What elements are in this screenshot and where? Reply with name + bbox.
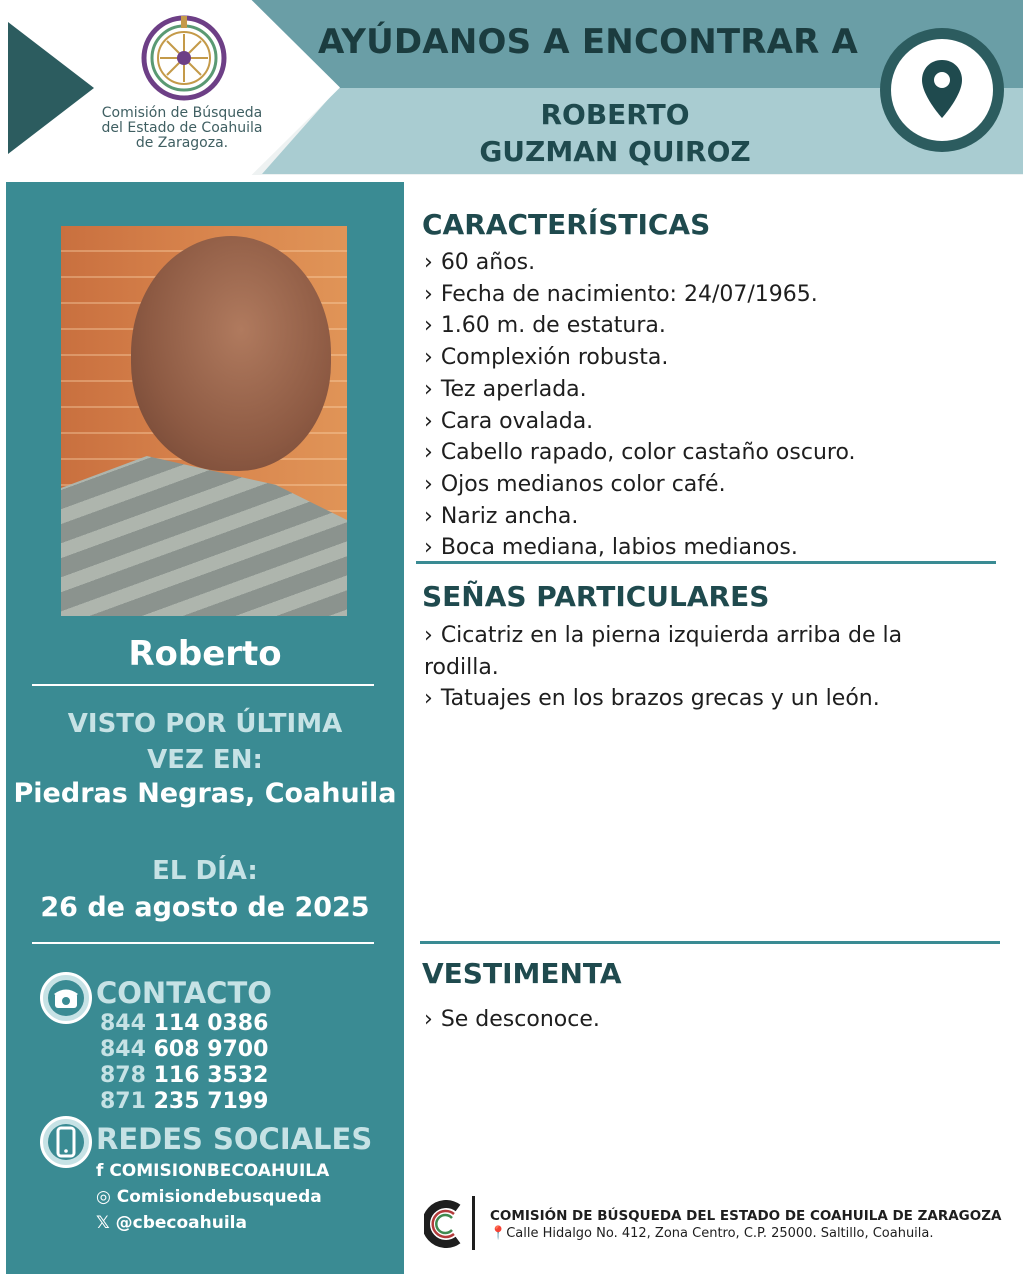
organization-name: [82, 106, 282, 151]
missing-person-full-name: [440, 96, 790, 170]
x-icon: 𝕏: [96, 1213, 110, 1233]
location-pin-icon: [920, 58, 964, 122]
full-name-line2: GUZMAN QUIROZ: [479, 135, 751, 168]
instagram-icon: ◎: [96, 1187, 111, 1207]
commission-c-logo: [424, 1200, 464, 1248]
list-item: › Cabello rapado, color castaño oscuro.: [424, 440, 856, 466]
commission-seal-logo: [140, 14, 228, 102]
section-divider: [416, 561, 996, 564]
phone-number[interactable]: 844 608 9700: [100, 1037, 269, 1062]
facebook-link[interactable]: f COMISIONBECOAHUILA: [96, 1161, 330, 1181]
footer-org-name: COMISIÓN DE BÚSQUEDA DEL ESTADO DE COAHUILA DE ZARAGOZA: [490, 1208, 1002, 1224]
last-seen-place: Piedras Negras, Coahuila: [13, 778, 397, 809]
date-label: EL DÍA:: [152, 856, 258, 886]
footer-address: 📍Calle Hidalgo No. 412, Zona Centro, C.P. 25000. Saltillo, Coahuila.: [490, 1226, 934, 1241]
clothing-list: [424, 1004, 1004, 1036]
smartphone-icon: [56, 1126, 76, 1158]
section-divider: [420, 941, 1000, 944]
divider: [32, 684, 374, 686]
list-item: › Nariz ancha.: [424, 503, 579, 529]
list-item: › Cicatriz en la pierna izquierda arriba de la rodilla.: [424, 623, 903, 680]
particular-signs-list: [424, 620, 924, 715]
list-item: › 60 años.: [424, 250, 536, 275]
list-item: › Cara ovalada.: [424, 408, 594, 434]
phone-icon: [52, 984, 80, 1012]
x-link[interactable]: 𝕏 @cbecoahuila: [96, 1213, 247, 1233]
phone-number[interactable]: 844 114 0386: [100, 1011, 269, 1036]
list-item: › Ojos medianos color café.: [424, 471, 726, 497]
org-name-line1: Comisión de Búsqueda: [101, 105, 263, 121]
phone-number[interactable]: 871 235 7199: [100, 1089, 269, 1114]
page-title: AYÚDANOS A ENCONTRAR A: [318, 22, 859, 62]
org-name-line2: del Estado de Coahuila: [101, 120, 263, 136]
org-name-line3: de Zaragoza.: [135, 135, 229, 151]
footer-separator: [472, 1196, 475, 1250]
characteristics-list: [424, 247, 1004, 564]
list-item: › Se desconoce.: [424, 1007, 600, 1032]
particular-signs-heading: SEÑAS PARTICULARES: [422, 580, 770, 613]
list-item: › Tez aperlada.: [424, 376, 587, 402]
instagram-link[interactable]: ◎ Comisiondebusqueda: [96, 1187, 322, 1207]
clothing-heading: VESTIMENTA: [422, 957, 622, 990]
facebook-icon: f: [96, 1161, 104, 1181]
person-first-name: Roberto: [128, 634, 282, 674]
list-item: › Boca mediana, labios medianos.: [424, 535, 798, 561]
disappearance-date: 26 de agosto de 2025: [40, 892, 370, 923]
map-pin-icon: 📍: [490, 1226, 507, 1241]
characteristics-heading: CARACTERÍSTICAS: [422, 208, 711, 241]
missing-person-photo: [61, 226, 347, 616]
list-item: › Complexión robusta.: [424, 345, 669, 371]
list-item: › Fecha de nacimiento: 24/07/1965.: [424, 281, 818, 307]
contact-heading: CONTACTO: [96, 976, 272, 1010]
list-item: › 1.60 m. de estatura.: [424, 313, 666, 339]
list-item: › Tatuajes en los brazos grecas y un león.: [424, 686, 880, 712]
social-heading: REDES SOCIALES: [96, 1122, 373, 1156]
divider: [32, 942, 374, 944]
last-seen-label: VISTO POR ÚLTIMA VEZ EN:: [67, 709, 343, 775]
full-name-line1: ROBERTO: [540, 98, 690, 131]
phone-number[interactable]: 878 116 3532: [100, 1063, 269, 1088]
